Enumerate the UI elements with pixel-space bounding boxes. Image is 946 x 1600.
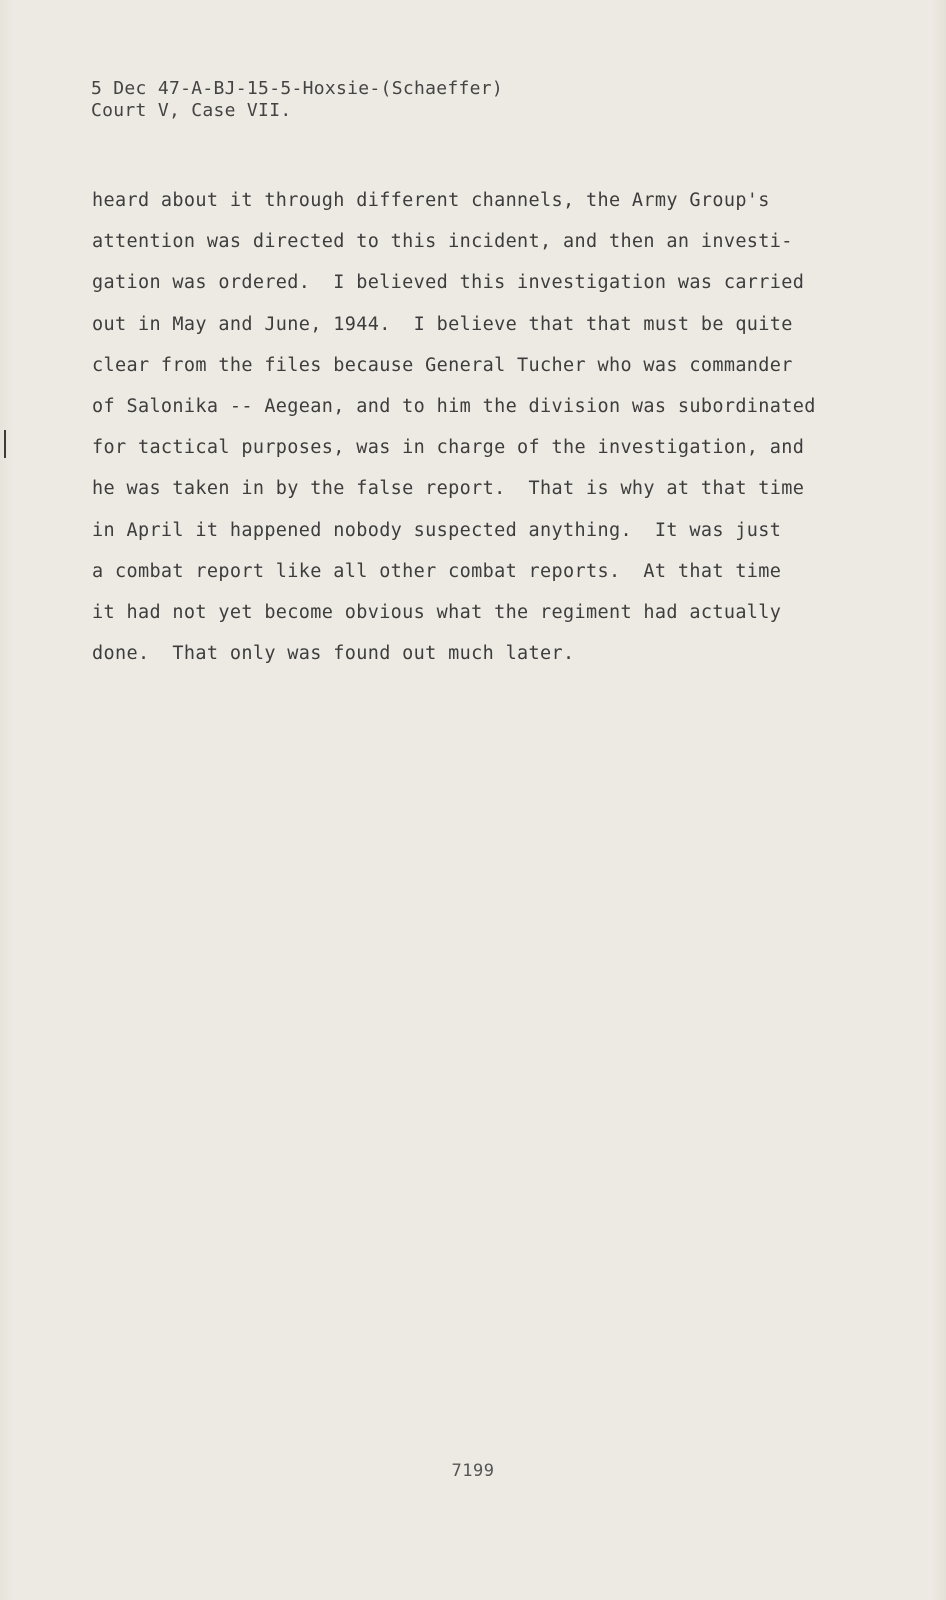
header-court-line: Court V, Case VII. — [91, 100, 292, 121]
text-line: he was taken in by the false report. That is why at that time — [92, 478, 805, 500]
header-date-line: 5 Dec 47-A-BJ-15-5-Hoxsie-(Schaeffer) — [91, 78, 504, 99]
text-line: heard about it through different channels, the Army Group's — [92, 190, 770, 211]
text-line: out in May and June, 1944. I believe that that must be quite — [92, 313, 793, 335]
text-line: attention was directed to this incident, and then an investi- — [92, 231, 793, 253]
page-number: 7199 — [451, 1461, 495, 1481]
text-line: a combat report like all other combat reports. At that time — [92, 560, 782, 582]
text-line: done. That only was found out much later. — [92, 643, 575, 665]
text-line: in April it happened nobody suspected anything. It was just — [92, 519, 782, 541]
testimony-text — [92, 180, 882, 674]
margin-mark — [4, 430, 6, 458]
text-line: gation was ordered. I believed this investigation was carried — [92, 272, 805, 294]
text-line: clear from the files because General Tucher who was commander — [92, 354, 793, 376]
text-line: for tactical purposes, was in charge of the investigation, and — [92, 437, 805, 459]
document-header — [91, 78, 503, 122]
text-line: it had not yet become obvious what the regiment had actually — [92, 602, 782, 624]
text-line: of Salonika -- Aegean, and to him the division was subordinated — [92, 396, 816, 418]
